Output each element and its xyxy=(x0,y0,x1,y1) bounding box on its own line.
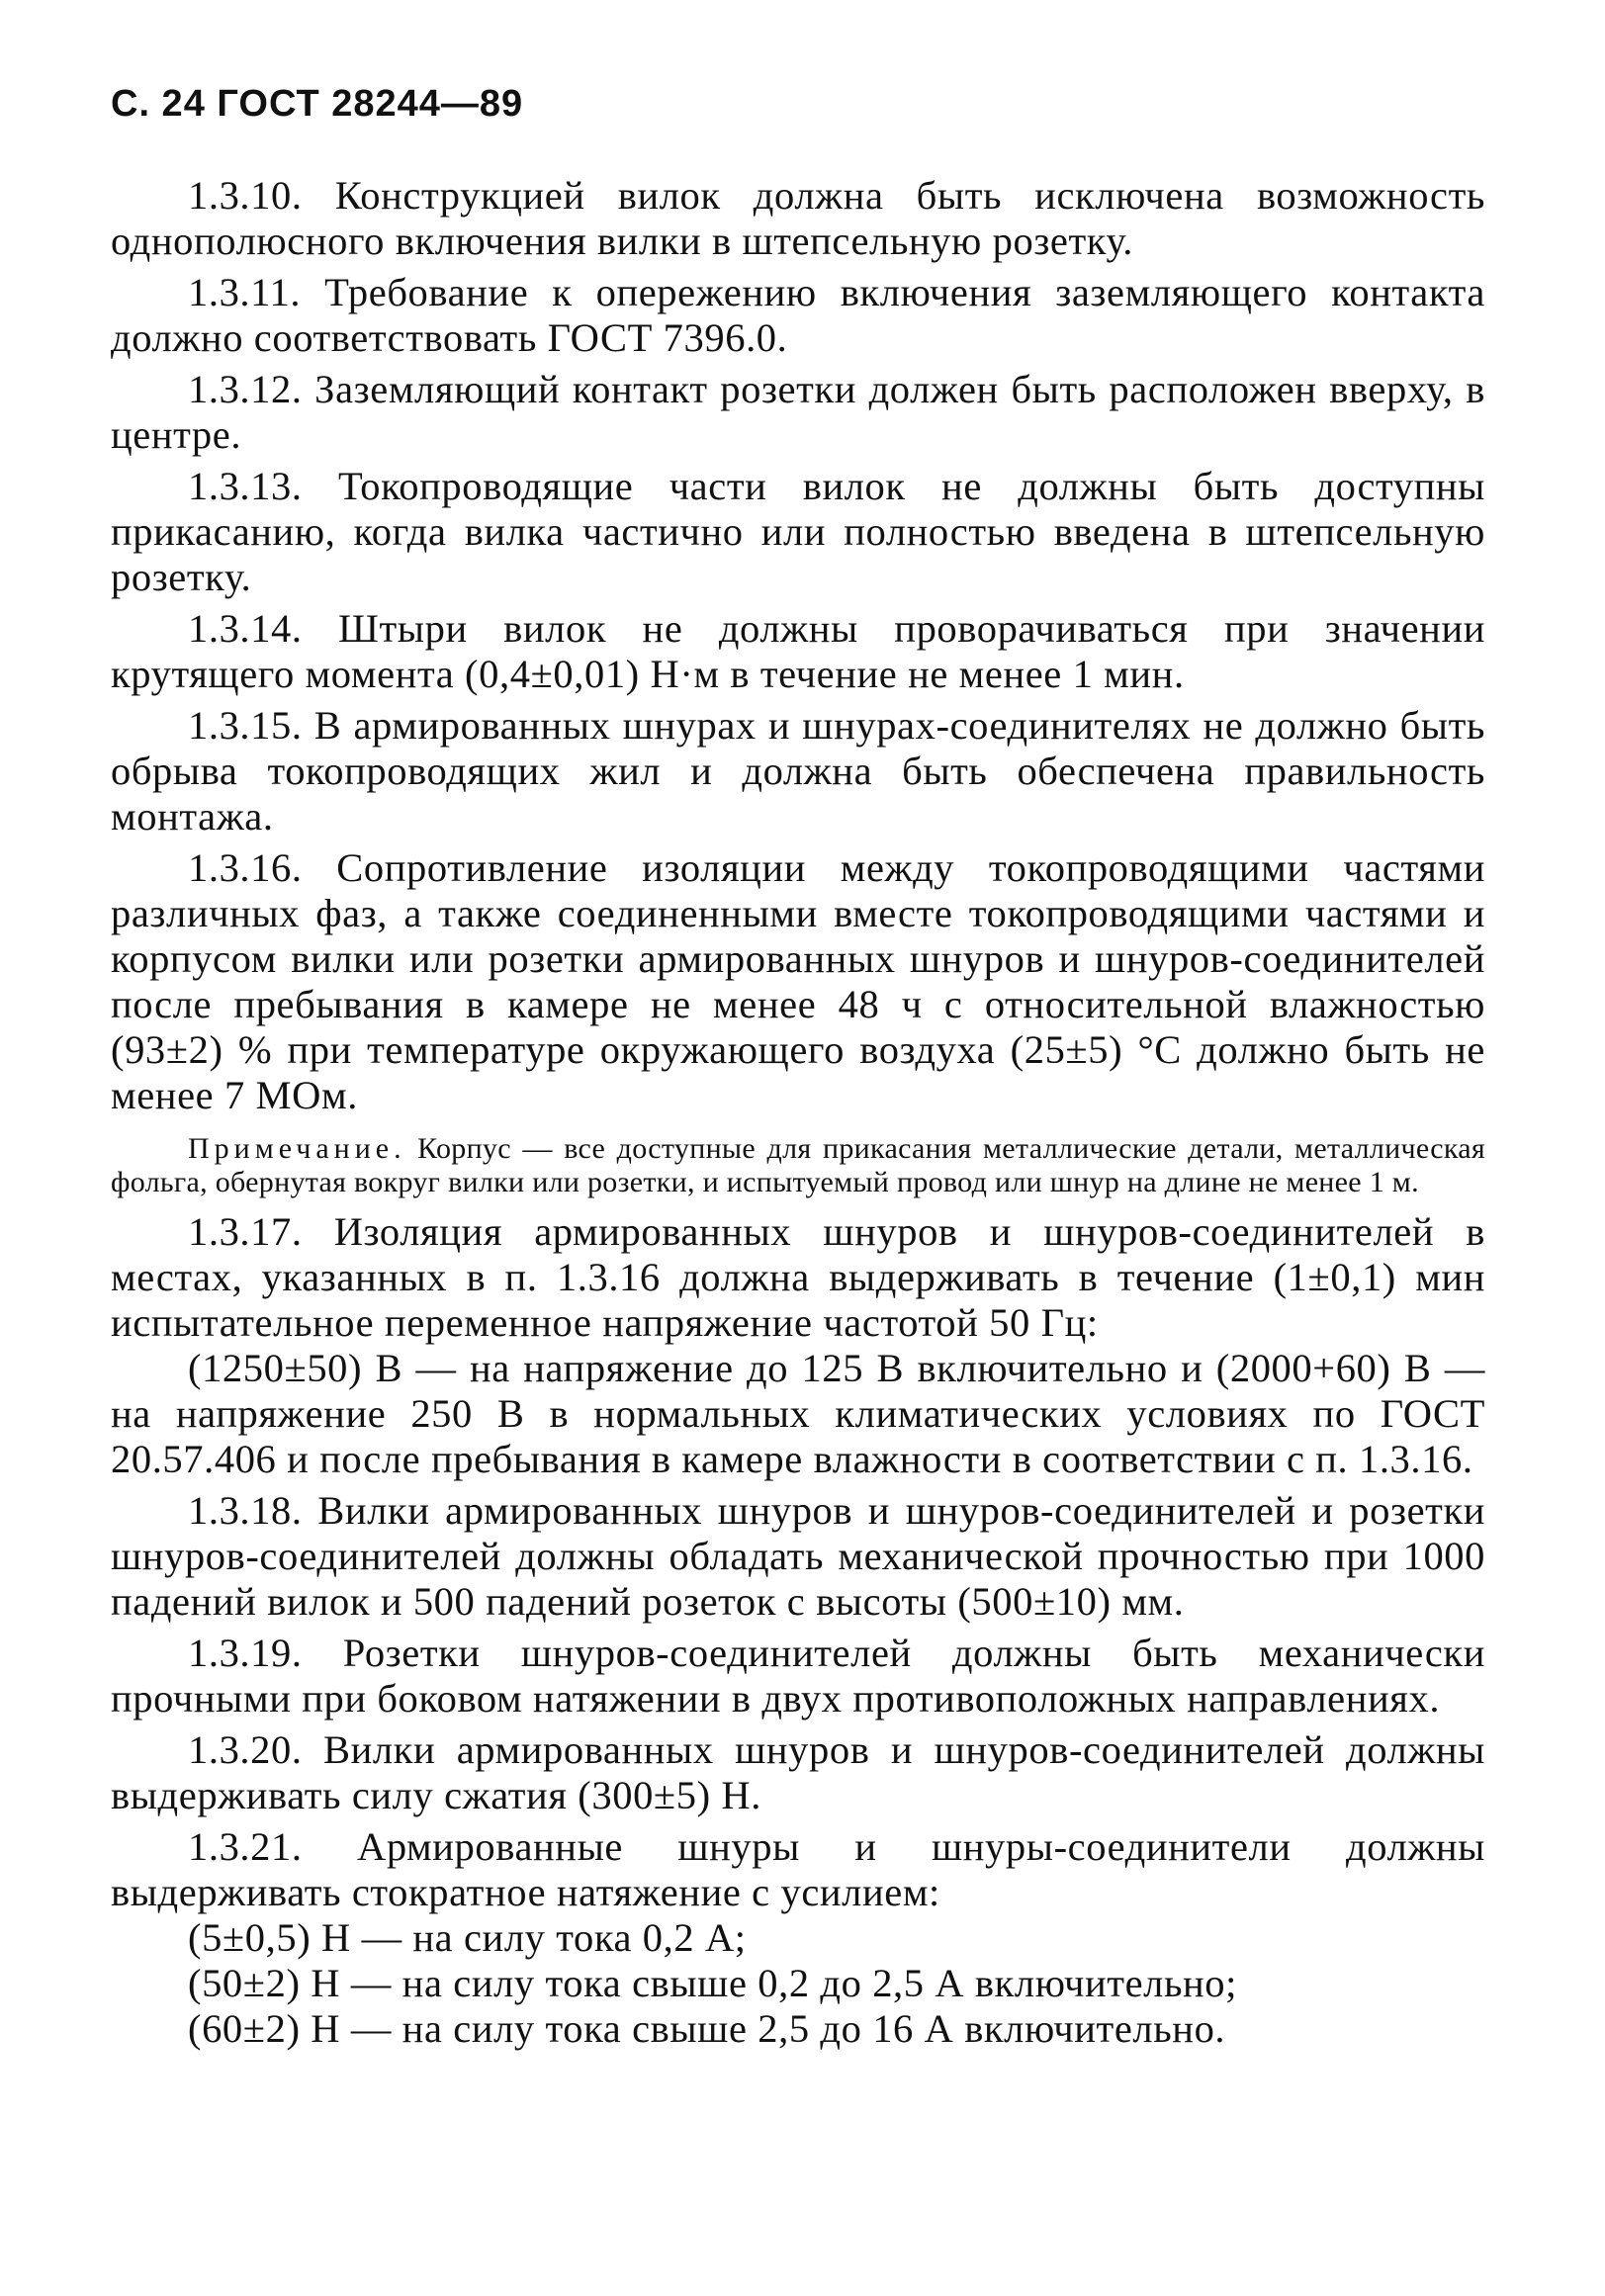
paragraph-1-3-17-voltages: (1250±50) В — на напряжение до 125 В включительно и (2000+60) В — на напряжение 250 В в нормальных климатических условиях по ГОСТ 20.57.406 и после пребывания в камере влажности в соответствии с п. 1.3.16. xyxy=(111,1346,1485,1481)
paragraph-1-3-21: 1.3.21. Армированные шнуры и шнуры-соединители должны выдерживать стократное натяжение с усилием: xyxy=(111,1824,1485,1914)
force-line: (5±0,5) Н — на силу тока 0,2 А; xyxy=(188,1915,747,1960)
page-number: С. 24 xyxy=(111,83,206,125)
page-header xyxy=(111,83,1485,126)
paragraph-1-3-18: 1.3.18. Вилки армированных шнуров и шнуров-соединителей и розетки шнуров-соединителей должны обладать механической прочностью при 1000 падений вилок и 500 падений розеток с высоты (500±10) мм. xyxy=(111,1488,1485,1624)
paragraph-1-3-12: 1.3.12. Заземляющий контакт розетки должен быть расположен вверху, в центре. xyxy=(111,367,1485,457)
standard-code: ГОСТ 28244—89 xyxy=(217,83,524,125)
paragraph-1-3-17: 1.3.17. Изоляция армированных шнуров и шнуров-соединителей в местах, указанных в п. 1.3.16 должна выдерживать в течение (1±0,1) мин испытательное переменное напряжение частотой 50 Гц: xyxy=(111,1209,1485,1345)
paragraph-1-3-10: 1.3.10. Конструкцией вилок должна быть исключена возможность однополюсного включения вилки в штепсельную розетку. xyxy=(111,173,1485,263)
paragraph-1-3-15: 1.3.15. В армированных шнурах и шнурах-соединителях не должно быть обрыва токопроводящих жил и должна быть обеспечена правильность монтажа. xyxy=(111,703,1485,839)
paragraph-1-3-20: 1.3.20. Вилки армированных шнуров и шнуров-соединителей должны выдерживать силу сжатия (300±5) Н. xyxy=(111,1727,1485,1817)
note-label: Примечание. xyxy=(188,1132,406,1165)
note-block xyxy=(111,1132,1485,1199)
note-text: Корпус — все доступные для прикасания металлические детали, металлическая фольга, обернутая вокруг вилки или розетки, и испытуемый провод или шнур на длине не менее 1 м. xyxy=(111,1132,1485,1198)
paragraph-1-3-13: 1.3.13. Токопроводящие части вилок не должны быть доступны прикасанию, когда вилка частично или полностью введена в штепсельную розетку. xyxy=(111,464,1485,599)
paragraph-1-3-14: 1.3.14. Штыри вилок не должны проворачиваться при значении крутящего момента (0,4±0,01) Н·м в течение не менее 1 мин. xyxy=(111,606,1485,696)
document-page xyxy=(111,83,1485,2052)
paragraph-1-3-11: 1.3.11. Требование к опережению включения заземляющего контакта должно соответствовать ГОСТ 7396.0. xyxy=(111,270,1485,360)
paragraph-1-3-19: 1.3.19. Розетки шнуров-соединителей должны быть механически прочными при боковом натяжении в двух противоположных направлениях. xyxy=(111,1631,1485,1721)
force-line: (60±2) Н — на силу тока свыше 2,5 до 16 А включительно. xyxy=(188,2006,1226,2051)
force-line: (50±2) Н — на силу тока свыше 0,2 до 2,5 А включительно; xyxy=(188,1961,1238,2005)
paragraph-1-3-16: 1.3.16. Сопротивление изоляции между токопроводящими частями различных фаз, а также соединенными вместе токопроводящими частями и корпусом вилки или розетки армированных шнуров и шнуров-соединителей после пребывания в камере не менее 48 ч с относительной влажностью (93±2) % при температуре окружающего воздуха (25±5) °С должно быть не менее 7 МОм. xyxy=(111,845,1485,1117)
